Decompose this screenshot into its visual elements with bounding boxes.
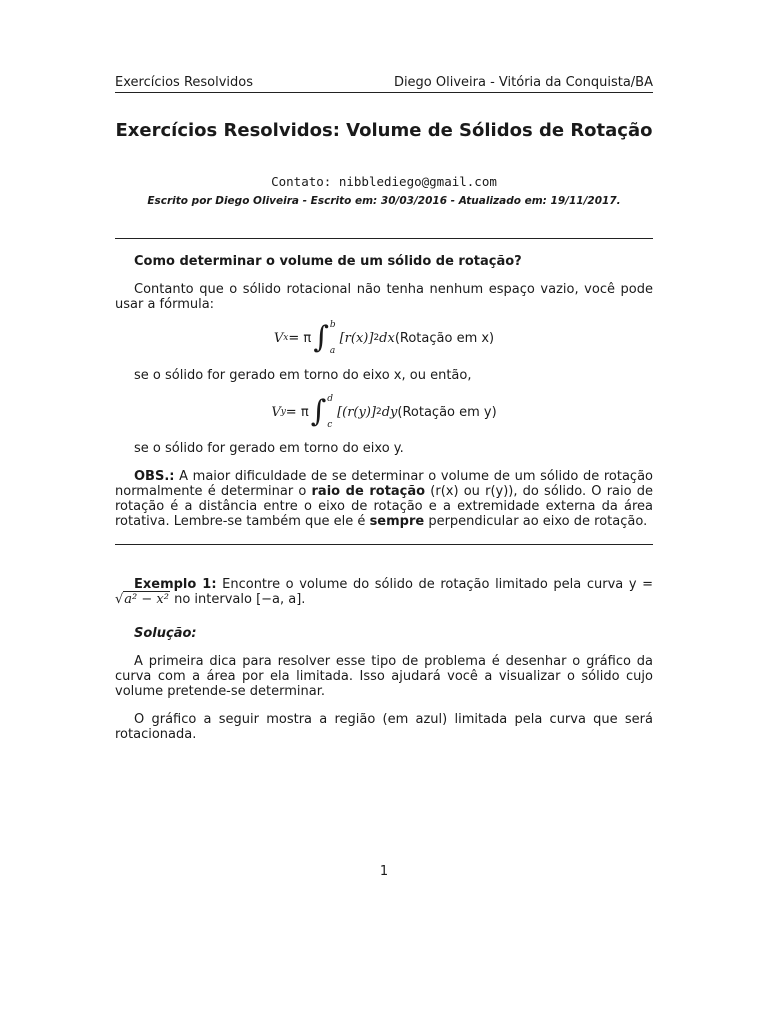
sqrt-radicand: a² − x² xyxy=(124,592,169,607)
between-paragraph: se o sólido for gerado em torno do eixo x, ou então, xyxy=(134,368,472,383)
intro-paragraph: Contanto que o sólido rotacional não tenha nenhum espaço vazio, você pode usar a fórmula: xyxy=(115,282,653,312)
section-divider-top xyxy=(115,238,653,239)
formula-y-lower: c xyxy=(327,420,333,430)
solution-paragraph-2: O gráfico a seguir mostra a região (em azul) limitada pela curva que será rotacionada. xyxy=(115,712,653,742)
example-1-text-1: Encontre o volume do sólido de rotação limitado pela curva y = xyxy=(216,577,653,592)
contact-line: Contato: nibblediego@gmail.com xyxy=(271,174,497,189)
formula-y-upper: d xyxy=(327,394,334,404)
formula-x-power: 2 xyxy=(373,333,380,343)
solution-paragraph-1: A primeira dica para resolver esse tipo de problema é desenhar o gráfico da curva com a área por ela limitada. Isso ajudará você a visualizar o sólido cujo volume pretende-se determinar. xyxy=(115,654,653,699)
authorship-line: Escrito por Diego Oliveira - Escrito em: 30/03/2016 - Atualizado em: 19/11/2017. xyxy=(147,195,621,207)
page-number: 1 xyxy=(379,864,389,879)
obs-paragraph xyxy=(115,469,653,529)
header-left: Exercícios Resolvidos xyxy=(115,75,254,90)
solution-label: Solução: xyxy=(134,626,197,641)
obs-bold-always: sempre xyxy=(369,514,425,529)
formula-x-lhs: V xyxy=(273,330,284,346)
example-1-text-2: no intervalo [−a, a]. xyxy=(169,592,306,607)
formula-x-body: [r(x)] xyxy=(339,330,374,346)
formula-y-lhs: V xyxy=(271,404,281,420)
formula-x-eq: = π xyxy=(288,330,312,346)
running-header xyxy=(115,75,653,93)
after-paragraph: se o sólido for gerado em torno do eixo y. xyxy=(134,441,404,456)
formula-y-eq: = π xyxy=(285,404,309,420)
example-1-label: Exemplo 1: xyxy=(134,577,217,592)
obs-label: OBS.: xyxy=(134,469,175,484)
formula-x-note: (Rotação em x) xyxy=(394,330,495,346)
formula-x-lower: a xyxy=(329,346,336,356)
formula-x-lhs-sub: x xyxy=(283,333,289,343)
section-divider-bottom xyxy=(115,544,653,545)
obs-text-2: (r(x) ou r(y)), do sólido. O raio de rotação é a distância entre o eixo de rotação e a extremidade externa da área rotativa. Lembre-se também que ele é xyxy=(115,484,654,529)
obs-bold-radius: raio de rotação xyxy=(311,484,426,499)
header-right: Diego Oliveira - Vitória da Conquista/BA xyxy=(393,75,653,90)
formula-x-upper: b xyxy=(329,320,336,330)
example-1-statement xyxy=(115,577,653,607)
sqrt-symbol: √ xyxy=(115,592,124,607)
formula-y-body: [(r(y)] xyxy=(337,404,376,420)
formula-y-note: (Rotação em y) xyxy=(397,404,497,420)
formula-rotation-x xyxy=(115,318,653,358)
obs-text-1: A maior dificuldade de se determinar o volume de um sólido de rotação normalmente é determinar o xyxy=(115,469,653,499)
formula-y-d: dy xyxy=(381,404,398,420)
integral-sign-y: ∫ d c xyxy=(310,394,334,430)
question-heading: Como determinar o volume de um sólido de rotação? xyxy=(134,254,522,269)
formula-y-power: 2 xyxy=(375,407,382,417)
document-title: Exercícios Resolvidos: Volume de Sólidos de Rotação xyxy=(115,120,653,141)
formula-x-d: dx xyxy=(379,330,395,346)
formula-y-lhs-sub: y xyxy=(280,407,286,417)
obs-text-3: perpendicular ao eixo de rotação. xyxy=(424,514,648,529)
integral-sign-x: ∫ b a xyxy=(313,320,336,356)
formula-rotation-y xyxy=(115,392,653,432)
